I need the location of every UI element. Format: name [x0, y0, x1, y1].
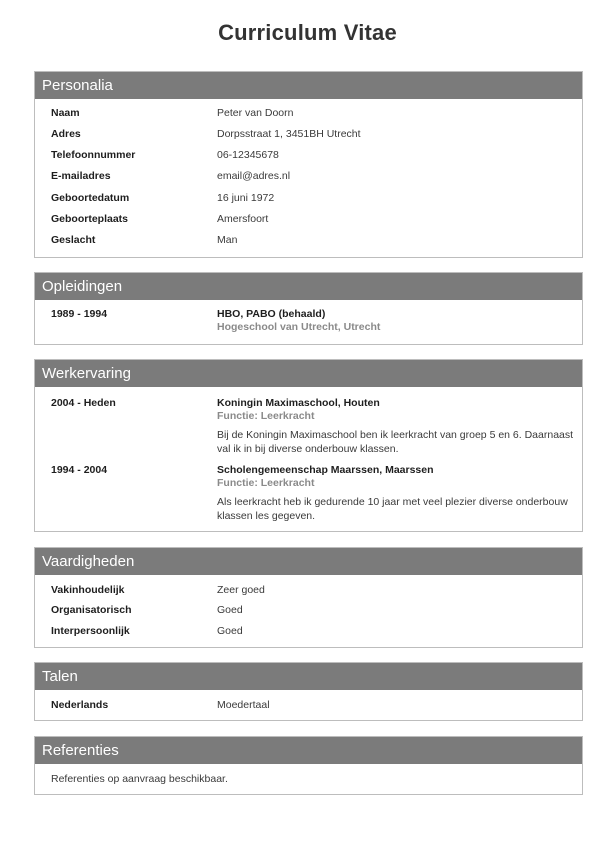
field-label: Geboortedatum [51, 192, 130, 204]
work-function: Functie: Leerkracht [217, 410, 315, 422]
field-value: Peter van Doorn [217, 107, 294, 119]
education-title: HBO, PABO (behaald) [217, 308, 326, 320]
skill-label: Interpersoonlijk [51, 625, 130, 637]
section-heading: Werkervaring [35, 360, 582, 387]
page-title: Curriculum Vitae [218, 20, 397, 45]
education-entry [217, 308, 577, 333]
field-value: 16 juni 1972 [217, 192, 275, 204]
work-description: Bij de Koningin Maximaschool ben ik leerkracht van groep 5 en 6. Daarnaast val ik in bij diverse onderbouw klassen. [217, 429, 574, 455]
section-vaardigheden [34, 547, 583, 648]
work-period: 2004 - Heden [51, 397, 116, 409]
skill-value: Goed [217, 604, 243, 616]
work-employer: Scholengemeenschap Maarssen, Maarssen [217, 464, 434, 476]
language-label: Nederlands [51, 699, 109, 711]
work-period: 1994 - 2004 [51, 464, 108, 476]
field-label: Geslacht [51, 234, 96, 246]
section-referenties [34, 736, 583, 795]
work-description: Als leerkracht heb ik gedurende 10 jaar met veel plezier diverse onderbouw klassen les gegeven. [217, 496, 568, 522]
section-opleidingen [34, 272, 583, 345]
section-talen [34, 662, 583, 721]
references-note: Referenties op aanvraag beschikbaar. [51, 773, 228, 785]
section-heading: Vaardigheden [35, 548, 582, 575]
section-heading: Personalia [35, 72, 582, 99]
field-value: Man [217, 234, 238, 246]
work-function: Functie: Leerkracht [217, 477, 315, 489]
skill-value: Goed [217, 625, 243, 637]
field-value: 06-12345678 [217, 149, 279, 161]
field-label: E-mailadres [51, 170, 111, 182]
education-period: 1989 - 1994 [51, 308, 108, 320]
field-label: Naam [51, 107, 80, 119]
education-institution: Hogeschool van Utrecht, Utrecht [217, 321, 381, 333]
work-entry [217, 397, 577, 456]
skill-label: Organisatorisch [51, 604, 132, 616]
field-label: Geboorteplaats [51, 213, 129, 225]
field-label: Telefoonnummer [51, 149, 136, 161]
section-heading: Opleidingen [35, 273, 582, 300]
section-werkervaring [34, 359, 583, 532]
skill-value: Zeer goed [217, 584, 265, 596]
language-level: Moedertaal [217, 699, 270, 711]
work-entry [217, 464, 577, 523]
section-heading: Talen [35, 663, 582, 690]
field-value: email@adres.nl [217, 170, 291, 182]
section-personalia [34, 71, 583, 258]
work-employer: Koningin Maximaschool, Houten [217, 397, 380, 409]
skill-label: Vakinhoudelijk [51, 584, 125, 596]
field-value: Dorpsstraat 1, 3451BH Utrecht [217, 128, 361, 140]
section-heading: Referenties [35, 737, 582, 764]
field-value: Amersfoort [217, 213, 269, 225]
field-label: Adres [51, 128, 81, 140]
